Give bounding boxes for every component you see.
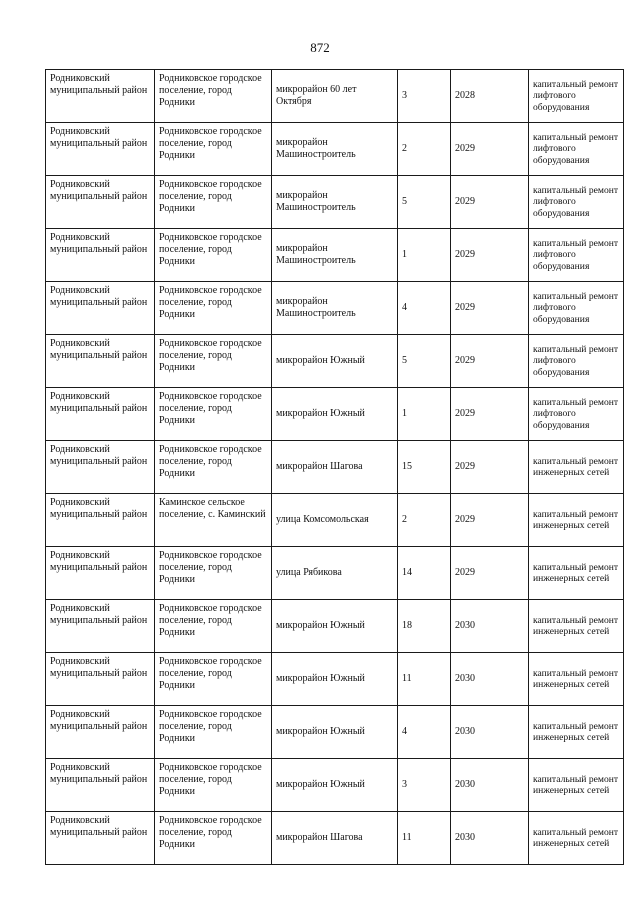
- district-cell: [46, 229, 155, 282]
- settlement-cell: [155, 653, 272, 706]
- house-number-text: 3: [402, 90, 407, 101]
- house-number-text: 18: [402, 620, 412, 631]
- street-cell: [272, 441, 398, 494]
- house-number-text: 14: [402, 567, 412, 578]
- table-row: [46, 123, 624, 176]
- street-cell: [272, 70, 398, 123]
- table-row: [46, 388, 624, 441]
- work-type-text: капитальный ремонт инженерных сетей: [533, 720, 619, 743]
- district-text: Родниковский муниципальный район: [50, 656, 148, 679]
- year-cell: [451, 70, 529, 123]
- street-text: микрорайон Машиностроитель: [276, 243, 356, 266]
- house-number-cell: [398, 600, 451, 653]
- year-cell: [451, 229, 529, 282]
- year-text: 2029: [455, 302, 475, 313]
- table-row: [46, 547, 624, 600]
- district-text: Родниковский муниципальный район: [50, 444, 148, 467]
- year-text: 2029: [455, 567, 475, 578]
- house-number-cell: [398, 441, 451, 494]
- year-text: 2030: [455, 726, 475, 737]
- street-cell: [272, 706, 398, 759]
- house-number-cell: [398, 388, 451, 441]
- work-type-text: капитальный ремонт инженерных сетей: [533, 508, 619, 531]
- year-cell: [451, 812, 529, 865]
- settlement-cell: [155, 706, 272, 759]
- street-text: микрорайон Машиностроитель: [276, 190, 356, 213]
- work-type-cell: [529, 494, 624, 547]
- settlement-cell: [155, 494, 272, 547]
- street-text: микрорайон Южный: [276, 620, 365, 631]
- table-row: [46, 494, 624, 547]
- table-row: [46, 812, 624, 865]
- house-number-cell: [398, 812, 451, 865]
- house-number-text: 15: [402, 461, 412, 472]
- settlement-cell: [155, 70, 272, 123]
- work-type-text: капитальный ремонт инженерных сетей: [533, 614, 619, 637]
- street-text: микрорайон Южный: [276, 726, 365, 737]
- settlement-cell: [155, 812, 272, 865]
- district-text: Родниковский муниципальный район: [50, 285, 148, 308]
- year-text: 2030: [455, 832, 475, 843]
- work-type-text: капитальный ремонт инженерных сетей: [533, 561, 619, 584]
- table-row: [46, 441, 624, 494]
- street-cell: [272, 335, 398, 388]
- house-number-text: 4: [402, 302, 407, 313]
- year-text: 2029: [455, 355, 475, 366]
- year-text: 2030: [455, 779, 475, 790]
- district-text: Родниковский муниципальный район: [50, 815, 148, 838]
- house-number-text: 2: [402, 514, 407, 525]
- house-number-cell: [398, 494, 451, 547]
- district-text: Родниковский муниципальный район: [50, 179, 148, 202]
- settlement-text: Родниковское городское поселение, город Родники: [159, 656, 262, 691]
- street-text: микрорайон Машиностроитель: [276, 296, 356, 319]
- work-type-text: капитальный ремонт лифтового оборудования: [533, 185, 619, 219]
- work-type-text: капитальный ремонт лифтового оборудования: [533, 238, 619, 272]
- settlement-text: Родниковское городское поселение, город Родники: [159, 391, 262, 426]
- work-type-cell: [529, 441, 624, 494]
- year-text: 2029: [455, 408, 475, 419]
- table-row: [46, 335, 624, 388]
- district-cell: [46, 335, 155, 388]
- street-cell: [272, 282, 398, 335]
- work-type-cell: [529, 759, 624, 812]
- house-number-text: 5: [402, 196, 407, 207]
- district-cell: [46, 653, 155, 706]
- settlement-cell: [155, 441, 272, 494]
- work-type-cell: [529, 706, 624, 759]
- street-text: улица Рябикова: [276, 567, 342, 578]
- work-type-cell: [529, 123, 624, 176]
- house-number-cell: [398, 282, 451, 335]
- work-type-text: капитальный ремонт лифтового оборудования: [533, 344, 619, 378]
- district-text: Родниковский муниципальный район: [50, 338, 148, 361]
- year-cell: [451, 494, 529, 547]
- year-cell: [451, 600, 529, 653]
- work-type-cell: [529, 229, 624, 282]
- settlement-text: Родниковское городское поселение, город Родники: [159, 603, 262, 638]
- settlement-cell: [155, 123, 272, 176]
- year-cell: [451, 282, 529, 335]
- year-text: 2028: [455, 90, 475, 101]
- street-text: улица Комсомольская: [276, 514, 369, 525]
- street-cell: [272, 494, 398, 547]
- table-row: [46, 600, 624, 653]
- street-cell: [272, 229, 398, 282]
- house-number-text: 1: [402, 408, 407, 419]
- house-number-cell: [398, 123, 451, 176]
- street-text: микрорайон 60 лет Октября: [276, 84, 357, 107]
- year-cell: [451, 547, 529, 600]
- work-type-cell: [529, 176, 624, 229]
- house-number-text: 11: [402, 832, 412, 843]
- table-row: [46, 759, 624, 812]
- work-type-text: капитальный ремонт инженерных сетей: [533, 667, 619, 690]
- table-row: [46, 229, 624, 282]
- house-number-text: 4: [402, 726, 407, 737]
- house-number-cell: [398, 706, 451, 759]
- work-type-cell: [529, 70, 624, 123]
- district-text: Родниковский муниципальный район: [50, 762, 148, 785]
- table-row: [46, 70, 624, 123]
- settlement-cell: [155, 600, 272, 653]
- house-number-text: 3: [402, 779, 407, 790]
- settlement-text: Родниковское городское поселение, город Родники: [159, 762, 262, 797]
- repair-schedule-table: [45, 69, 624, 865]
- street-cell: [272, 388, 398, 441]
- table-row: [46, 653, 624, 706]
- street-text: микрорайон Машиностроитель: [276, 137, 356, 160]
- house-number-text: 1: [402, 249, 407, 260]
- settlement-cell: [155, 229, 272, 282]
- house-number-cell: [398, 759, 451, 812]
- year-text: 2029: [455, 461, 475, 472]
- settlement-cell: [155, 759, 272, 812]
- settlement-cell: [155, 176, 272, 229]
- district-cell: [46, 70, 155, 123]
- house-number-text: 11: [402, 673, 412, 684]
- district-cell: [46, 282, 155, 335]
- settlement-cell: [155, 388, 272, 441]
- table-body: [46, 70, 624, 865]
- street-cell: [272, 176, 398, 229]
- district-text: Родниковский муниципальный район: [50, 550, 148, 573]
- house-number-cell: [398, 653, 451, 706]
- house-number-cell: [398, 70, 451, 123]
- year-text: 2030: [455, 673, 475, 684]
- work-type-text: капитальный ремонт инженерных сетей: [533, 773, 619, 796]
- work-type-text: капитальный ремонт лифтового оборудования: [533, 397, 619, 431]
- work-type-text: капитальный ремонт лифтового оборудования: [533, 132, 619, 166]
- year-cell: [451, 388, 529, 441]
- settlement-text: Каминское сельское поселение, с. Каминский: [159, 497, 266, 520]
- year-text: 2029: [455, 249, 475, 260]
- street-cell: [272, 600, 398, 653]
- year-text: 2029: [455, 196, 475, 207]
- year-cell: [451, 176, 529, 229]
- work-type-text: капитальный ремонт лифтового оборудования: [533, 291, 619, 325]
- year-text: 2030: [455, 620, 475, 631]
- work-type-text: капитальный ремонт инженерных сетей: [533, 826, 619, 849]
- house-number-text: 5: [402, 355, 407, 366]
- settlement-cell: [155, 282, 272, 335]
- settlement-text: Родниковское городское поселение, город Родники: [159, 232, 262, 267]
- district-cell: [46, 600, 155, 653]
- work-type-cell: [529, 547, 624, 600]
- house-number-cell: [398, 229, 451, 282]
- district-text: Родниковский муниципальный район: [50, 709, 148, 732]
- district-cell: [46, 176, 155, 229]
- district-cell: [46, 494, 155, 547]
- table-row: [46, 176, 624, 229]
- settlement-cell: [155, 335, 272, 388]
- house-number-cell: [398, 547, 451, 600]
- settlement-text: Родниковское городское поселение, город Родники: [159, 709, 262, 744]
- year-cell: [451, 653, 529, 706]
- district-text: Родниковский муниципальный район: [50, 391, 148, 414]
- settlement-text: Родниковское городское поселение, город Родники: [159, 285, 262, 320]
- house-number-cell: [398, 335, 451, 388]
- year-cell: [451, 335, 529, 388]
- settlement-text: Родниковское городское поселение, город Родники: [159, 338, 262, 373]
- year-text: 2029: [455, 514, 475, 525]
- work-type-text: капитальный ремонт инженерных сетей: [533, 455, 619, 478]
- settlement-cell: [155, 547, 272, 600]
- settlement-text: Родниковское городское поселение, город Родники: [159, 815, 262, 850]
- street-text: микрорайон Южный: [276, 673, 365, 684]
- work-type-cell: [529, 600, 624, 653]
- district-text: Родниковский муниципальный район: [50, 232, 148, 255]
- street-text: микрорайон Южный: [276, 779, 365, 790]
- settlement-text: Родниковское городское поселение, город Родники: [159, 444, 262, 479]
- street-text: микрорайон Шагова: [276, 832, 363, 843]
- street-text: микрорайон Шагова: [276, 461, 363, 472]
- settlement-text: Родниковское городское поселение, город Родники: [159, 179, 262, 214]
- table-row: [46, 282, 624, 335]
- district-cell: [46, 388, 155, 441]
- district-text: Родниковский муниципальный район: [50, 603, 148, 626]
- work-type-text: капитальный ремонт лифтового оборудования: [533, 79, 619, 113]
- settlement-text: Родниковское городское поселение, город Родники: [159, 126, 262, 161]
- work-type-cell: [529, 388, 624, 441]
- work-type-cell: [529, 812, 624, 865]
- house-number-cell: [398, 176, 451, 229]
- house-number-text: 2: [402, 143, 407, 154]
- street-cell: [272, 653, 398, 706]
- district-text: Родниковский муниципальный район: [50, 497, 148, 520]
- table-row: [46, 706, 624, 759]
- settlement-text: Родниковское городское поселение, город Родники: [159, 550, 262, 585]
- street-cell: [272, 547, 398, 600]
- district-text: Родниковский муниципальный район: [50, 126, 148, 149]
- year-text: 2029: [455, 143, 475, 154]
- district-cell: [46, 759, 155, 812]
- year-cell: [451, 123, 529, 176]
- street-text: микрорайон Южный: [276, 355, 365, 366]
- district-cell: [46, 123, 155, 176]
- work-type-cell: [529, 653, 624, 706]
- district-cell: [46, 812, 155, 865]
- district-cell: [46, 706, 155, 759]
- street-cell: [272, 759, 398, 812]
- page-number: 872: [310, 40, 330, 55]
- work-type-cell: [529, 282, 624, 335]
- district-cell: [46, 547, 155, 600]
- district-text: Родниковский муниципальный район: [50, 73, 148, 96]
- work-type-cell: [529, 335, 624, 388]
- street-cell: [272, 812, 398, 865]
- year-cell: [451, 706, 529, 759]
- year-cell: [451, 441, 529, 494]
- district-cell: [46, 441, 155, 494]
- street-cell: [272, 123, 398, 176]
- year-cell: [451, 759, 529, 812]
- settlement-text: Родниковское городское поселение, город Родники: [159, 73, 262, 108]
- street-text: микрорайон Южный: [276, 408, 365, 419]
